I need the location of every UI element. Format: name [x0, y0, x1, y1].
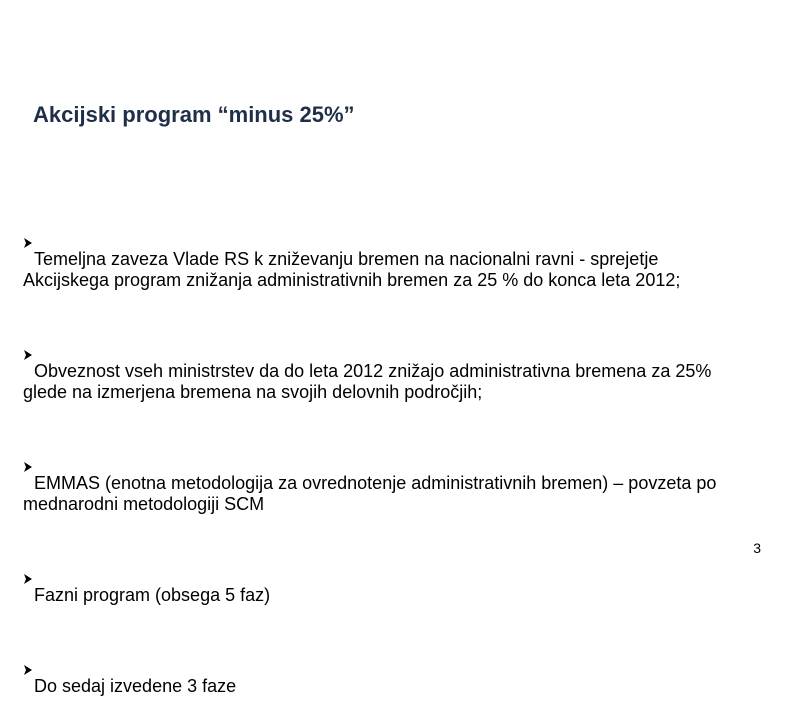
bullet-text: Fazni program (obsega 5 faz) [34, 585, 271, 605]
bullet-item-3 [23, 420, 723, 515]
bullet-item-1 [23, 196, 723, 291]
arrowhead-bullet-icon [23, 553, 34, 564]
arrowhead-bullet-icon [23, 644, 34, 655]
bullet-list [23, 196, 723, 714]
page-number: 3 [753, 540, 761, 556]
bullet-item-5 [23, 623, 723, 697]
bullet-text: Do sedaj izvedene 3 faze [34, 676, 237, 696]
arrowhead-bullet-icon [23, 217, 34, 228]
bullet-item-2 [23, 308, 723, 403]
arrowhead-bullet-icon [23, 329, 34, 340]
arrowhead-bullet-icon [23, 441, 34, 452]
bullet-text: Obveznost vseh ministrstev da do leta 2012 znižajo administrativna bremena za 25% glede na izmerjena bremena na svojih delovnih področjih; [23, 361, 712, 402]
slide-title: Akcijski program “minus 25%” [33, 102, 355, 127]
bullet-text: Temeljna zaveza Vlade RS k zniževanju bremen na nacionalni ravni - sprejetje Akcijskega program znižanja administrativnih bremen za 25 % do konca leta 2012; [23, 249, 681, 290]
bullet-text: EMMAS (enotna metodologija za ovrednotenje administrativnih bremen) – povzeta po mednarodni metodologiji SCM [23, 473, 717, 514]
